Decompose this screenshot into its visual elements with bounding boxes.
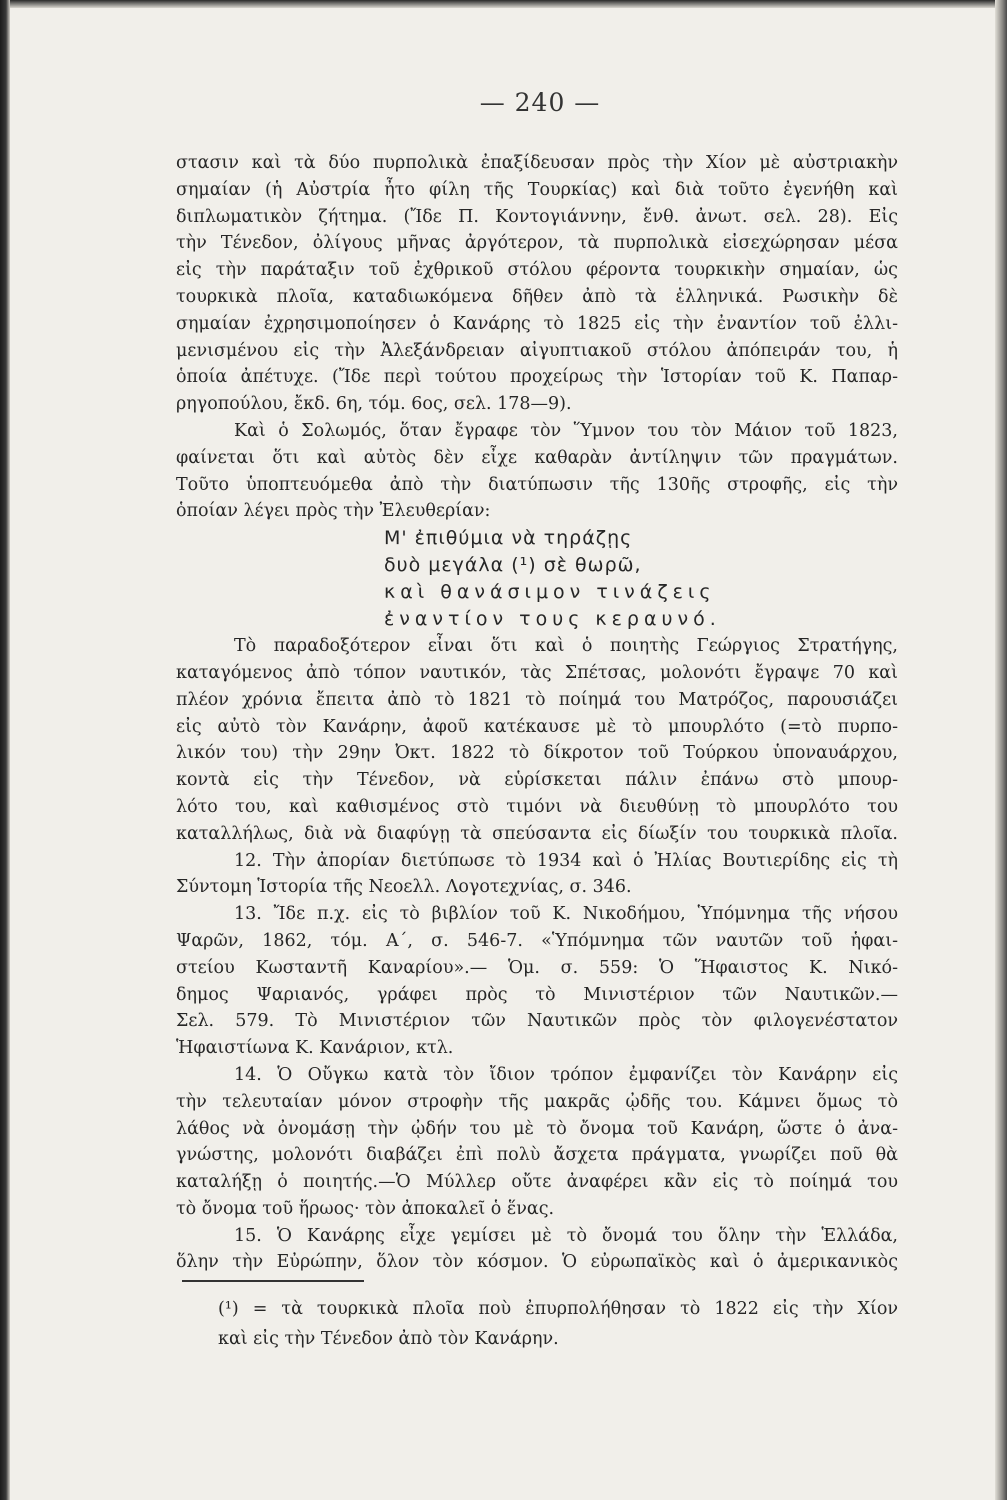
text-line: στασιν καὶ τὰ δύο πυρπολικὰ ἐπαξίδευσαν πρὸς τὴν Χίον μὲ αὐστριακὴν [176, 153, 898, 173]
footnote-line: (¹) = τὰ τουρκικὰ πλοῖα ποὺ ἐπυρπολήθησαν τὸ 1822 εἰς τὴν Χίον [218, 1299, 898, 1319]
note-13-line: Ἡφαιστίωνα Κ. Κανάριον, κτλ. [176, 1038, 454, 1059]
text-line: εἰς αὐτὸ τὸν Κανάρην, ἀφοῦ κατέκαυσε μὲ τὸ μπουρλότο (=τὸ πυρπο- [176, 716, 898, 737]
text-line: Καὶ ὁ Σολωμός, ὅταν ἔγραφε τὸν Ὕμνον του τὸν Μάιον τοῦ 1823, [234, 420, 898, 441]
scan-edge-top [0, 0, 1007, 8]
note-14-line: λάθος νὰ ὀνομάσῃ τὴν ᾠδήν του μὲ τὸ ὄνομα τοῦ Κανάρη, ὥστε ὁ ἀνα- [176, 1118, 898, 1139]
note-13-line: Ψαρῶν, 1862, τόμ. Α΄, σ. 546-7. «Ὑπόμνημα τῶν ναυτῶν τοῦ ἡφαι- [176, 930, 898, 951]
note-14-line: καταλήξῃ ὁ ποιητής.—Ὁ Μύλλερ οὔτε ἀναφέρει κἂν εἰς τὸ ποίημά του [176, 1172, 898, 1193]
verse-line: ἐναντίον τους κεραυνό. [384, 608, 721, 631]
text-line: σημαίαν ἐχρησιμοποίησεν ὁ Κανάρης τὸ 1825 εἰς τὴν ἐναντίον τοῦ ἐλλι- [176, 313, 898, 334]
note-15-line: ὅλην τὴν Εὐρώπην, ὅλον τὸν κόσμον. Ὁ εὐρωπαϊκὸς καὶ ὁ ἀμερικανικὸς [176, 1252, 898, 1273]
note-12-line: Σύντομη Ἱστορία τῆς Νεοελλ. Λογοτεχνίας, σ. 346. [176, 877, 632, 898]
footnote-line: καὶ εἰς τὴν Τένεδον ἀπὸ τὸν Κανάρην. [218, 1329, 559, 1349]
text-line: μενισμένου εἰς τὴν Ἀλεξάνδρειαν αἰγυπτιακοῦ στόλου ἀπόπειράν του, ἡ [176, 340, 898, 361]
footnote-divider [182, 1280, 364, 1282]
text-line: κοντὰ εἰς τὴν Τένεδον, νὰ εὑρίσκεται πάλιν ἐπάνω στὸ μπουρ- [176, 770, 898, 791]
note-13-line: 13. Ἴδε π.χ. εἰς τὸ βιβλίον τοῦ Κ. Νικοδήμου, Ὑπόμνημα τῆς νήσου [234, 904, 898, 925]
body-text [176, 150, 898, 1276]
note-13-line: στείου Κωσταντῆ Καναρίου».— Ὁμ. σ. 559: Ὁ Ἥφαιστος Κ. Νικό- [176, 957, 898, 978]
text-line: τουρκικὰ πλοῖα, καταδιωκόμενα δῆθεν ἀπὸ τὰ ἑλληνικά. Ρωσικὴν δὲ [176, 286, 898, 307]
page-number: — 240 — [479, 88, 601, 117]
note-12-line: 12. Τὴν ἀπορίαν διετύπωσε τὸ 1934 καὶ ὁ Ἠλίας Βουτιερίδης εἰς τὴ [234, 850, 898, 871]
scan-edge-left [0, 0, 10, 1500]
text-line: πλέον χρόνια ἔπειτα ἀπὸ τὸ 1821 τὸ ποίημά του Ματρόζος, παρουσιάζει [176, 689, 898, 710]
note-13-line: Σελ. 579. Τὸ Μινιστέριον τῶν Ναυτικῶν πρὸς τὸν φιλογενέστατον [176, 1011, 898, 1032]
footnote [218, 1294, 898, 1354]
note-15-line: 15. Ὁ Κανάρης εἶχε γεμίσει μὲ τὸ ὄνομά του ὅλην τὴν Ἑλλάδα, [234, 1225, 898, 1246]
verse-line: Μ' ἐπιθύμια νὰ τηράζῃς [384, 527, 633, 550]
text-line: ρηγοπούλου, ἔκδ. 6η, τόμ. 6ος, σελ. 178—9). [176, 394, 572, 415]
note-14-line: τὴν τελευταίαν μόνον στροφὴν τῆς μακρᾶς ᾠδῆς του. Κάμνει ὅμως τὸ [176, 1091, 898, 1112]
text-line: φαίνεται ὅτι καὶ αὐτὸς δὲν εἶχε καθαρὰν ἀντίληψιν τῶν πραγμάτων. [176, 447, 898, 468]
text-line: εἰς τὴν παράταξιν τοῦ ἐχθρικοῦ στόλου φέροντα τουρκικὴν σημαίαν, ὡς [176, 260, 898, 281]
text-line: λικόν του) τὴν 29ην Ὀκτ. 1822 τὸ δίκροτον τοῦ Τούρκου ὑποναυάρχου, [176, 743, 898, 764]
verse-line: καὶ θανάσιμον τινάζεις [384, 581, 716, 604]
text-line: ὁποία ἀπέτυχε. (Ἴδε περὶ τούτου προχείρως τὴν Ἱστορίαν τοῦ Κ. Παπαρ- [176, 367, 898, 388]
note-14-line: 14. Ὁ Οὔγκω κατὰ τὸν ἴδιον τρόπον ἐμφανίζει τὸν Κανάρην εἰς [234, 1064, 898, 1085]
text-line: τὴν Τένεδον, ὀλίγους μῆνας ἀργότερον, τὰ πυρπολικὰ εἰσεχώρησαν μέσα [176, 233, 898, 254]
note-13-line: δημος Ψαριανός, γράφει πρὸς τὸ Μινιστέριον τῶν Ναυτικῶν.— [176, 984, 898, 1005]
text-line: καταλλήλως, διὰ νὰ διαφύγῃ τὰ σπεύσαντα εἰς δίωξίν του τουρκικὰ πλοῖα. [176, 823, 898, 844]
text-line: καταγόμενος ἀπὸ τόπον ναυτικόν, τὰς Σπέτσας, μολονότι ἔγραψε 70 καὶ [176, 662, 898, 683]
text-line: διπλωματικὸν ζήτημα. (Ἴδε Π. Κοντογιάννην, ἔνθ. ἀνωτ. σελ. 28). Εἰς [176, 206, 898, 227]
scan-edge-right [995, 0, 1007, 1500]
verse-line: δυὸ μεγάλα (¹) σὲ θωρῶ, [384, 554, 642, 577]
text-line: λότο του, καὶ καθισμένος στὸ τιμόνι νὰ διευθύνῃ τὸ μπουρλότο του [176, 796, 898, 817]
note-14-line: γνώστης, μολονότι διαβάζει ἐπὶ πολὺ ἄσχετα πράγματα, γνωρίζει ποῦ θὰ [176, 1145, 898, 1166]
text-line: σημαίαν (ἡ Αὐστρία ἦτο φίλη τῆς Τουρκίας) καὶ διὰ τοῦτο ἐγενήθη καὶ [176, 179, 898, 200]
text-line: ὁποίαν λέγει πρὸς τὴν Ἐλευθερίαν: [176, 501, 491, 522]
note-14-line: τὸ ὄνομα τοῦ ἥρωος· τὸν ἀποκαλεῖ ὁ ἕνας. [176, 1198, 555, 1219]
text-line: Τὸ παραδοξότερον εἶναι ὅτι καὶ ὁ ποιητὴς Γεώργιος Στρατήγης, [234, 636, 898, 657]
text-line: Τοῦτο ὑποπτευόμεθα ἀπὸ τὴν διατύπωσιν τῆς 130ῆς στροφῆς, εἰς τὴν [176, 474, 898, 495]
